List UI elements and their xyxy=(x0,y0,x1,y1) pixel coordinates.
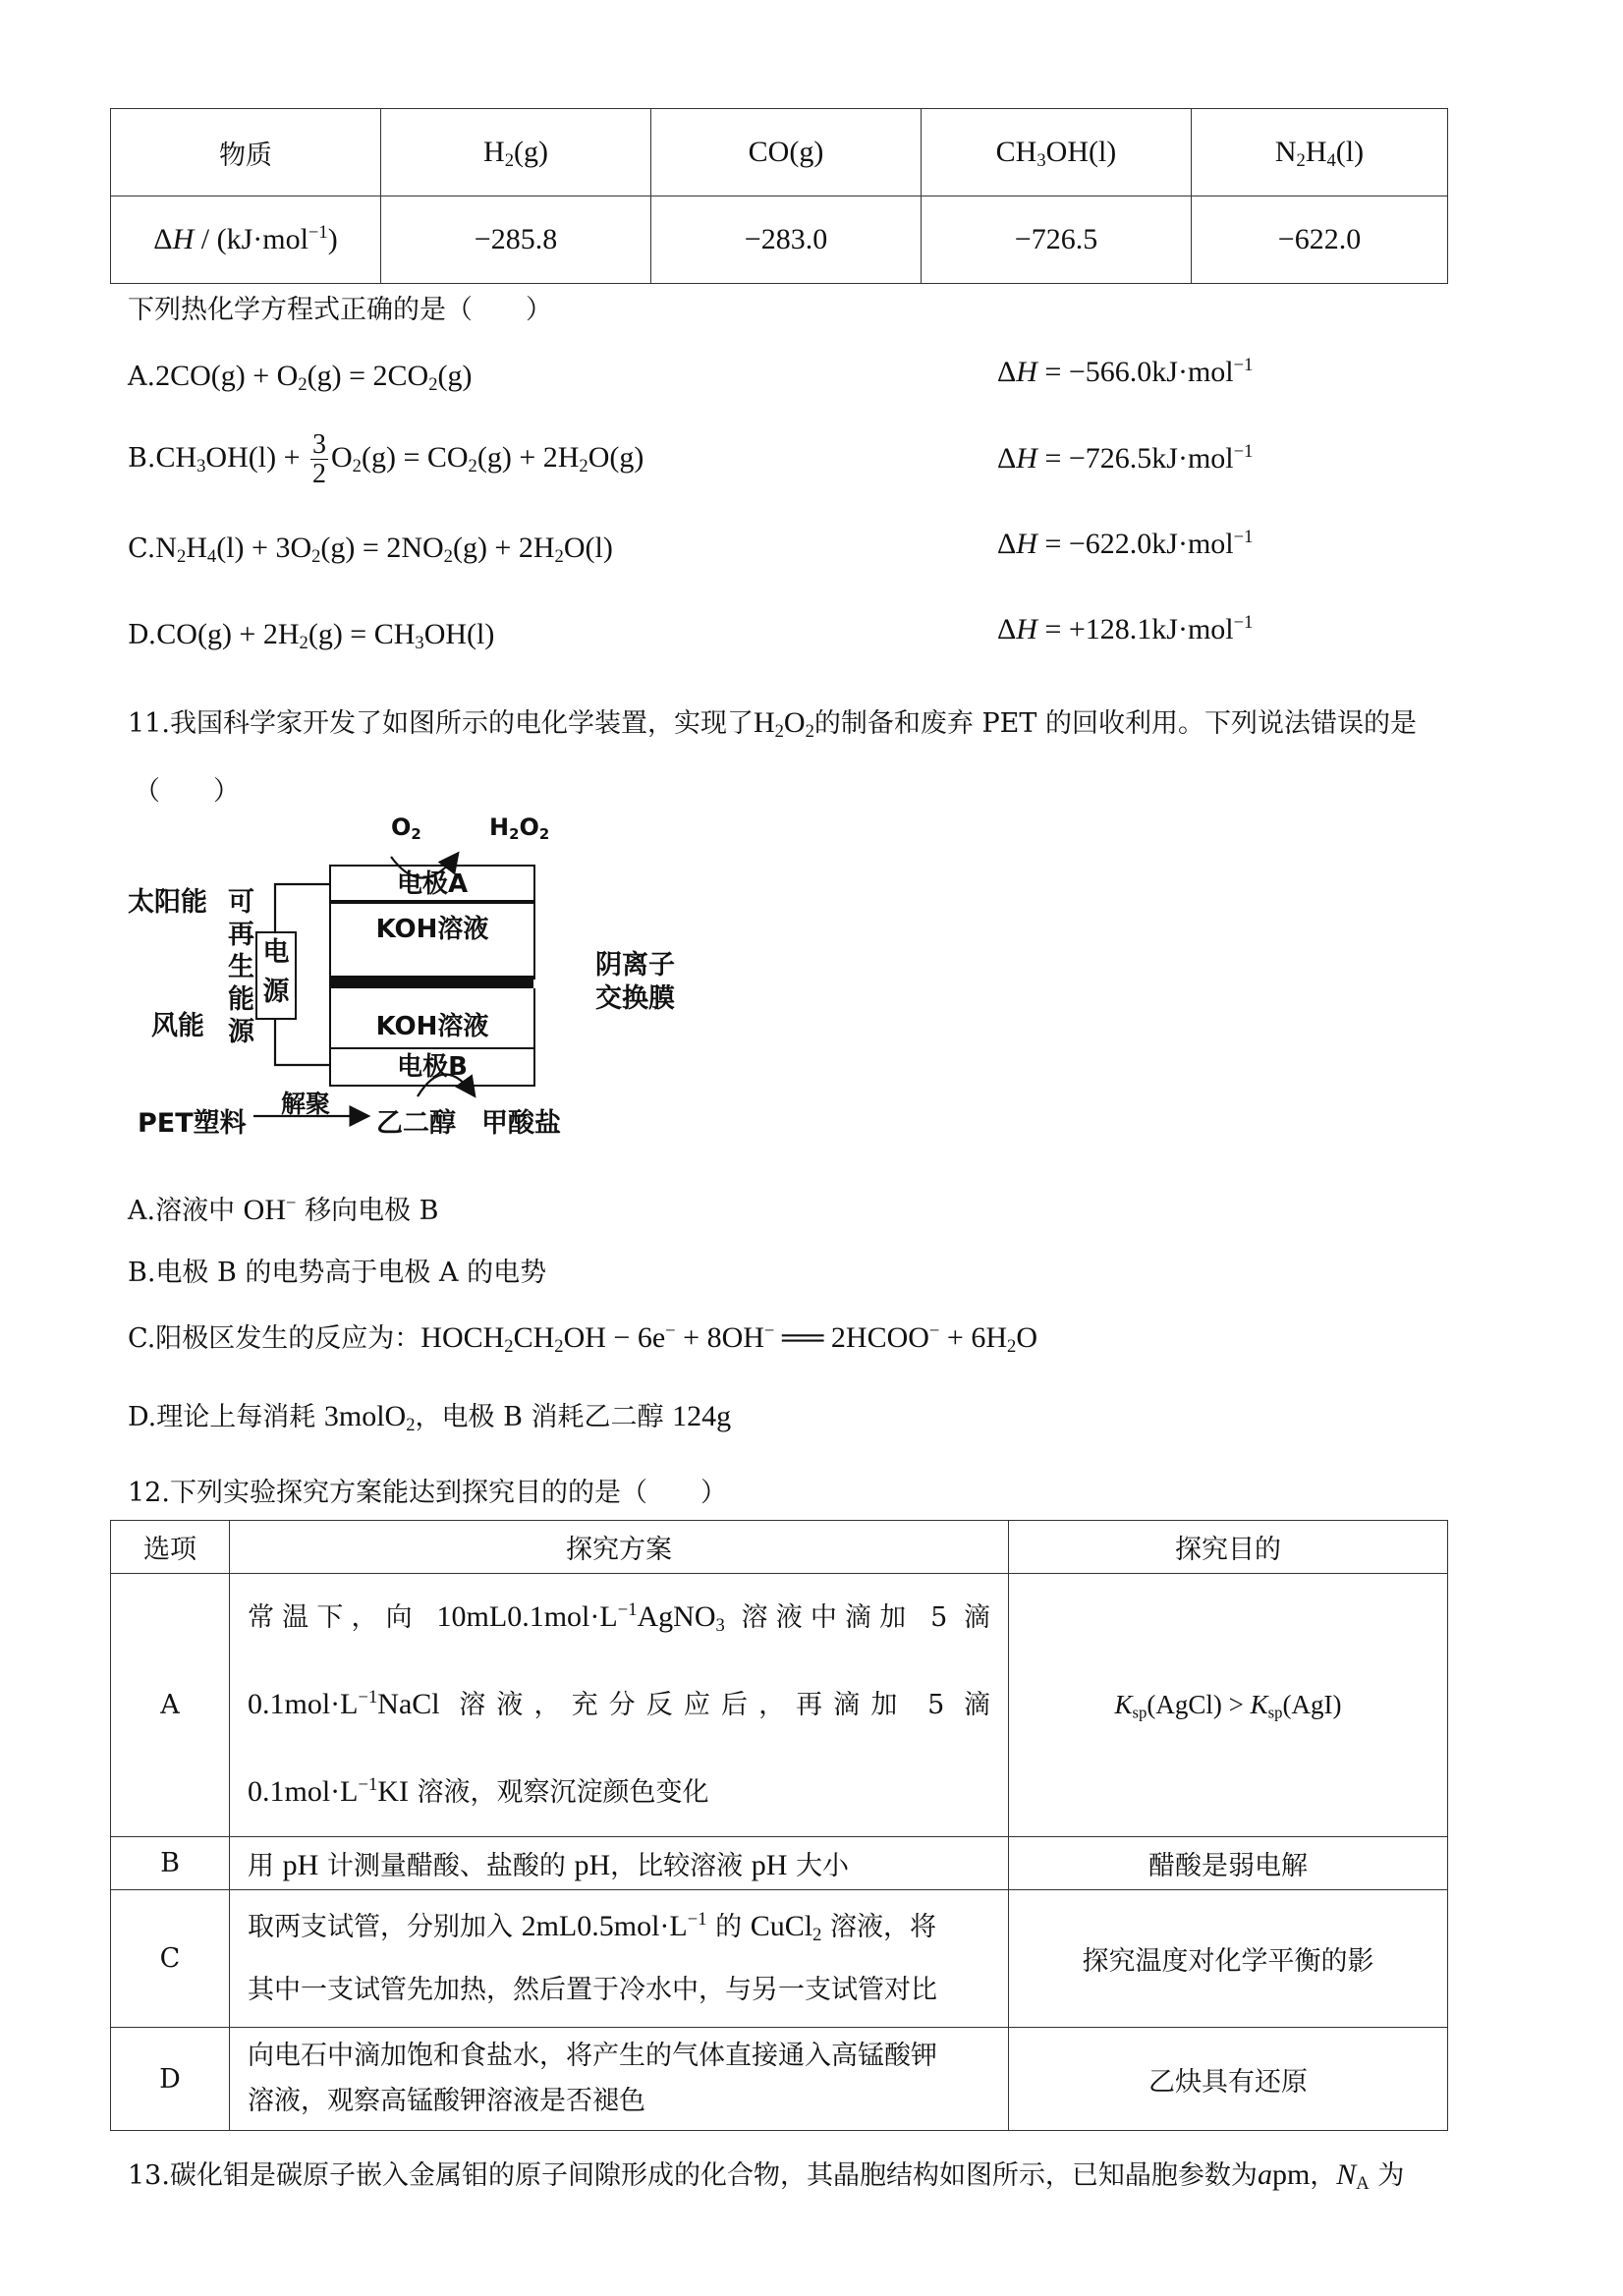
table-cell: −285.8 xyxy=(381,196,651,284)
table-header: 选项 xyxy=(111,1521,230,1574)
o2-label: $O_2$ xyxy=(391,813,421,844)
table-cell: $N_2H_4(l)$ xyxy=(1192,109,1448,196)
q11-option-c: C.阳极区发生的反应为：$HOCH_2CH_2OH - 6e^- + 8OH^-$ ══ 2HCOO− + $6H_2O$ xyxy=(128,1319,1037,1358)
option-c: $C.N_2H_4(l) + 3O_2(g) = 2NO_2(g) + 2H_2O(l)$ xyxy=(128,532,613,568)
pet-label: PET塑料 xyxy=(138,1108,247,1139)
electrode-b: 电极B xyxy=(329,1047,535,1087)
table-row xyxy=(111,1837,1448,1890)
membrane-label: 阴离子 交换膜 xyxy=(595,950,675,1014)
table-cell: 探究温度对化学平衡的影 xyxy=(1009,1890,1448,2028)
table-cell: B xyxy=(111,1837,230,1890)
q11-paren: （ ） xyxy=(134,776,240,807)
formate-label: 甲酸盐 xyxy=(481,1108,561,1139)
q11-option-a: A.溶液中 OH− 移向电极 B xyxy=(128,1192,439,1226)
experiment-table xyxy=(110,1520,1448,2131)
table-cell: 向电石中滴加饱和食盐水，将产生的气体直接通入高锰酸钾 溶液，观察高锰酸钾溶液是否褪色 xyxy=(230,2028,1009,2131)
table-cell: −283.0 xyxy=(651,196,922,284)
table-row xyxy=(111,196,1448,284)
table-cell: CO(g) xyxy=(651,109,922,196)
table-cell: 乙炔具有还原 xyxy=(1009,2028,1448,2131)
power-source: 电 源 xyxy=(255,931,297,1020)
table-cell: C xyxy=(111,1890,230,2028)
table-row xyxy=(111,2028,1448,2131)
q11-option-b: B.电极 B 的电势高于电极 A 的电势 xyxy=(128,1258,547,1288)
table-header: 探究方案 xyxy=(230,1521,1009,1574)
q11-stem: 11.我国科学家开发了如图所示的电化学装置，实现了$H_2O_2$的制备和废弃 PET 的回收利用。下列说法错误的是 xyxy=(128,706,1417,743)
wind-label: 风能 xyxy=(151,1011,204,1041)
electrochemical-diagram xyxy=(128,813,698,1146)
table-cell: ΔH / (kJ·mol$^{-1}$) xyxy=(111,196,381,284)
h2o2-label: $H_2O_2$ xyxy=(489,813,550,844)
renewable-label: 可 再 生 能 源 xyxy=(228,887,254,1047)
table-cell: $K_{sp}(AgCl) > K_{sp}(AgI)$ xyxy=(1009,1574,1448,1837)
table-cell: −726.5 xyxy=(922,196,1192,284)
option-b-dh: ΔH = −726.5kJ·mol$^{-1}$ xyxy=(997,440,1254,475)
table-header: 探究目的 xyxy=(1009,1521,1448,1574)
q11-option-d: D.理论上每消耗 3molO$_2$，电极 B 消耗乙二醇 124g xyxy=(128,1400,732,1436)
table-cell: −622.0 xyxy=(1192,196,1448,284)
option-d-dh: ΔH = +128.1kJ·mol$^{-1}$ xyxy=(997,611,1254,645)
table-row xyxy=(111,1521,1448,1574)
table-cell: 醋酸是弱电解 xyxy=(1009,1837,1448,1890)
depolymerize-label: 解聚 xyxy=(281,1090,331,1118)
table-cell: $CH_3OH(l)$ xyxy=(922,109,1192,196)
electrode-a: 电极A xyxy=(329,865,535,904)
table-cell: A xyxy=(111,1574,230,1837)
enthalpy-table xyxy=(110,108,1448,284)
table-cell: 常温下，向 $10mL0.1mol\cdot L^{-1}AgNO_3$ 溶液中滴加 5 滴 $0.1mol\cdot L^{-1}NaCl$ 溶液，充分反应后，再滴加 5 滴 $0.1mol\cdot L^{-1}KI$ 溶液，观察沉淀颜色变化 xyxy=(230,1574,1009,1837)
table-cell: 物质 xyxy=(111,109,381,196)
table-cell: 用 pH 计测量醋酸、盐酸的 pH，比较溶液 pH 大小 xyxy=(230,1837,1009,1890)
q10-stem: 下列热化学方程式正确的是（ ） xyxy=(128,295,552,325)
table-cell: 取两支试管，分别加入 $2mL0.5mol\cdot L^{-1}$ 的 CuCl$_2$ 溶液，将 其中一支试管先加热，然后置于冷水中，与另一支试管对比 xyxy=(230,1890,1009,2028)
q13-stem: 13.碳化钼是碳原子嵌入金属钼的原子间隙形成的化合物，其晶胞结构如图所示，已知晶胞参数为apm，$N_A$ 为 xyxy=(128,2158,1405,2195)
table-row xyxy=(111,1574,1448,1837)
solar-label: 太阳能 xyxy=(128,887,207,918)
option-b: $B.CH_3OH(l)$ + $\frac{3}{2}$ $O_2(g) = CO_2(g) + 2H_2O(g)$ xyxy=(128,429,644,490)
option-a-dh: ΔH = −566.0kJ·mol$^{-1}$ xyxy=(997,354,1254,388)
table-row xyxy=(111,1890,1448,2028)
option-c-dh: ΔH = −622.0kJ·mol$^{-1}$ xyxy=(997,526,1254,560)
option-a: $A.2CO(g) + O_2(g) = 2CO_2(g)$ xyxy=(128,360,473,396)
table-cell: D xyxy=(111,2028,230,2131)
option-d: $D.CO(g) + 2H_2(g) = CH_3OH(l)$ xyxy=(128,618,495,654)
table-cell: $H_2(g)$ xyxy=(381,109,651,196)
koh-top: KOH溶液 xyxy=(329,900,535,980)
q12-stem: 12.下列实验探究方案能达到探究目的的是（ ） xyxy=(128,1478,727,1508)
koh-bottom: KOH溶液 xyxy=(329,988,535,1049)
table-row xyxy=(111,109,1448,196)
ethylene-glycol-label: 乙二醇 xyxy=(376,1108,456,1139)
